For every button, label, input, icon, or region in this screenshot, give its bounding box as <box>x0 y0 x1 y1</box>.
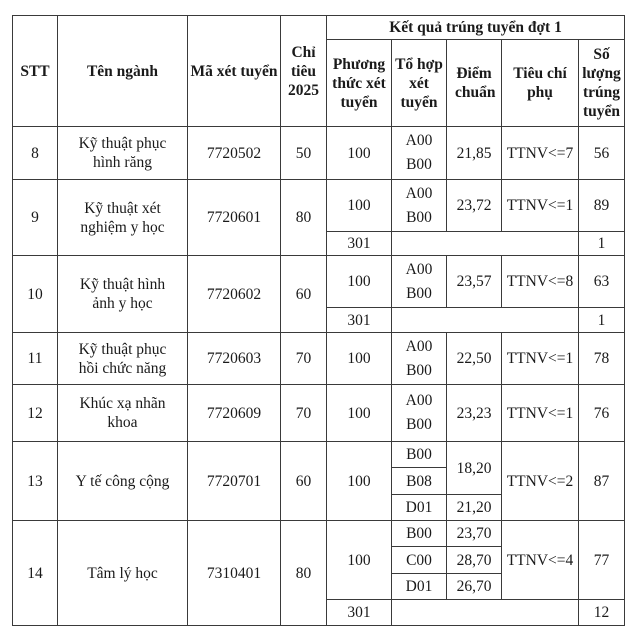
cell-tieu-chi-phu: TTNV<=8 <box>502 256 579 308</box>
cell-diem-chuan: 28,70 <box>447 547 502 574</box>
cell-phuong-thuc: 301 <box>327 308 392 333</box>
to-hop-code: A00 <box>405 260 433 278</box>
cell-diem-chuan: 21,85 <box>447 127 502 180</box>
cell-empty <box>392 308 579 333</box>
header-diem-chuan: Điểm chuẩn <box>447 40 502 127</box>
cell-phuong-thuc: 100 <box>327 442 392 521</box>
cell-to-hop: B00 <box>392 442 447 468</box>
cell-diem-chuan: 23,57 <box>447 256 502 308</box>
cell-tieu-chi-phu: TTNV<=4 <box>502 521 579 600</box>
admission-results-table-container <box>12 15 625 626</box>
cell-ten-nganh: Khúc xạ nhãn khoa <box>58 385 188 442</box>
header-group-ket-qua: Kết quả trúng tuyển đợt 1 <box>327 16 625 40</box>
header-to-hop: Tổ hợp xét tuyển <box>392 40 447 127</box>
header-chi-tieu: Chỉ tiêu 2025 <box>281 16 327 127</box>
cell-stt: 8 <box>13 127 58 180</box>
cell-to-hop: B08 <box>392 468 447 495</box>
table-row <box>13 127 625 180</box>
cell-phuong-thuc: 100 <box>327 180 392 232</box>
cell-to-hop <box>392 180 447 232</box>
cell-ma: 7720609 <box>188 385 281 442</box>
cell-so-luong: 89 <box>579 180 625 232</box>
cell-to-hop: C00 <box>392 547 447 574</box>
cell-to-hop <box>392 256 447 308</box>
to-hop-code: A00 <box>405 392 433 409</box>
cell-stt: 11 <box>13 333 58 385</box>
table-row <box>13 180 625 232</box>
cell-tieu-chi-phu: TTNV<=1 <box>502 333 579 385</box>
cell-to-hop <box>392 333 447 385</box>
cell-phuong-thuc: 301 <box>327 600 392 626</box>
cell-ma: 7720502 <box>188 127 281 180</box>
cell-ten-nganh: Kỹ thuật hình ảnh y học <box>58 256 188 333</box>
cell-phuong-thuc: 301 <box>327 232 392 256</box>
cell-diem-chuan: 23,23 <box>447 385 502 442</box>
cell-so-luong: 56 <box>579 127 625 180</box>
cell-chi-tieu: 70 <box>281 333 327 385</box>
cell-so-luong: 87 <box>579 442 625 521</box>
table-row <box>13 442 625 468</box>
to-hop-code: A00 <box>405 337 433 355</box>
cell-ten-nganh: Kỹ thuật phục hồi chức năng <box>58 333 188 385</box>
table-row <box>13 256 625 308</box>
cell-tieu-chi-phu: TTNV<=1 <box>502 180 579 232</box>
cell-to-hop: D01 <box>392 495 447 521</box>
cell-chi-tieu: 80 <box>281 180 327 256</box>
to-hop-code: B00 <box>406 416 432 433</box>
header-ten-nganh: Tên ngành <box>58 16 188 127</box>
cell-ten-nganh: Tâm lý học <box>58 521 188 626</box>
cell-ma: 7310401 <box>188 521 281 626</box>
table-row <box>13 385 625 442</box>
cell-stt: 14 <box>13 521 58 626</box>
cell-stt: 12 <box>13 385 58 442</box>
header-stt: STT <box>13 16 58 127</box>
cell-diem-chuan: 26,70 <box>447 574 502 600</box>
cell-chi-tieu: 50 <box>281 127 327 180</box>
cell-empty <box>392 232 579 256</box>
admission-results-table <box>12 15 625 626</box>
cell-ma: 7720602 <box>188 256 281 333</box>
cell-empty <box>392 600 579 626</box>
cell-diem-chuan: 18,20 <box>447 442 502 495</box>
cell-phuong-thuc: 100 <box>327 333 392 385</box>
table-row <box>13 333 625 385</box>
cell-tieu-chi-phu: TTNV<=1 <box>502 385 579 442</box>
cell-so-luong: 1 <box>579 232 625 256</box>
cell-ma: 7720701 <box>188 442 281 521</box>
cell-so-luong: 77 <box>579 521 625 600</box>
cell-so-luong: 12 <box>579 600 625 626</box>
cell-chi-tieu: 80 <box>281 521 327 626</box>
cell-phuong-thuc: 100 <box>327 127 392 180</box>
cell-to-hop <box>392 127 447 180</box>
cell-phuong-thuc: 100 <box>327 256 392 308</box>
header-so-luong: Số lượng trúng tuyển <box>579 40 625 127</box>
cell-ten-nganh: Kỹ thuật xét nghiệm y học <box>58 180 188 256</box>
cell-phuong-thuc: 100 <box>327 385 392 442</box>
to-hop-code: A00 <box>405 184 433 202</box>
cell-stt: 13 <box>13 442 58 521</box>
cell-chi-tieu: 60 <box>281 256 327 333</box>
to-hop-code: B00 <box>406 284 432 302</box>
cell-ten-nganh: Y tế công cộng <box>58 442 188 521</box>
cell-stt: 9 <box>13 180 58 256</box>
to-hop-code: B00 <box>406 361 432 379</box>
cell-so-luong: 78 <box>579 333 625 385</box>
cell-tieu-chi-phu: TTNV<=2 <box>502 442 579 521</box>
cell-so-luong: 1 <box>579 308 625 333</box>
cell-so-luong: 63 <box>579 256 625 308</box>
to-hop-code: B00 <box>406 156 432 173</box>
cell-to-hop: B00 <box>392 521 447 547</box>
header-phuong-thuc: Phương thức xét tuyển <box>327 40 392 127</box>
cell-diem-chuan: 23,72 <box>447 180 502 232</box>
cell-phuong-thuc: 100 <box>327 521 392 600</box>
cell-ten-nganh: Kỹ thuật phục hình răng <box>58 127 188 180</box>
cell-to-hop <box>392 385 447 442</box>
header-ma-xet-tuyen: Mã xét tuyển <box>188 16 281 127</box>
to-hop-code: A00 <box>405 132 433 149</box>
cell-tieu-chi-phu: TTNV<=7 <box>502 127 579 180</box>
cell-chi-tieu: 60 <box>281 442 327 521</box>
cell-to-hop: D01 <box>392 574 447 600</box>
cell-stt: 10 <box>13 256 58 333</box>
table-row <box>13 521 625 547</box>
cell-ma: 7720603 <box>188 333 281 385</box>
cell-chi-tieu: 70 <box>281 385 327 442</box>
cell-diem-chuan: 21,20 <box>447 495 502 521</box>
header-tieu-chi-phu: Tiêu chí phụ <box>502 40 579 127</box>
cell-diem-chuan: 23,70 <box>447 521 502 547</box>
cell-so-luong: 76 <box>579 385 625 442</box>
to-hop-code: B00 <box>406 208 432 226</box>
cell-ma: 7720601 <box>188 180 281 256</box>
cell-diem-chuan: 22,50 <box>447 333 502 385</box>
